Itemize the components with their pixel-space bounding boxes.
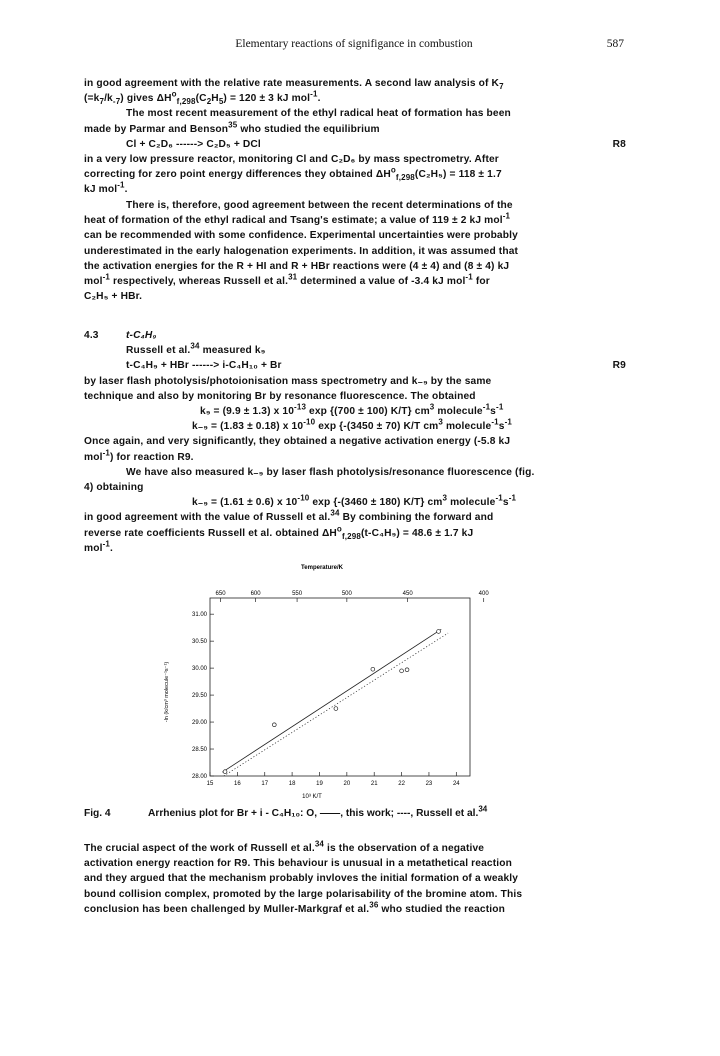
text-line: mol$^{-1}$) for reaction R9.: [84, 448, 194, 463]
text-line: activation energy reaction for R9. This behaviour is unusual in a metathetical reaction: [84, 858, 513, 870]
section-4-3: [84, 328, 626, 556]
text-line: The crucial aspect of the work of Russell et al.$^{34}$ is the observation of a negative: [84, 839, 485, 854]
text-line: made by Parmar and Benson$^{35}$ who studied the equilibrium: [84, 120, 380, 135]
x-tick-label: 19: [316, 781, 323, 787]
page-number: 587: [606, 38, 624, 50]
paragraph-agreement: [84, 198, 626, 304]
caption-text: Arrhenius plot for Br + i - C₄H₁₀: O, ——, this work; ----, Russell et al.: [148, 808, 479, 819]
equation-tag: R8: [612, 138, 626, 150]
text-line: reverse rate coefficients Russell et al. obtained $\Delta H^o_{f,298}(t-C_4H_9) = 48.6 \pm 1.7$ kJ: [84, 524, 474, 541]
data-point: [400, 669, 404, 673]
text-line: There is, therefore, good agreement between the recent determinations of the: [126, 200, 513, 211]
text-line: We have also measured k₋₉ by laser flash photolysis/resonance fluorescence (fig.: [126, 466, 535, 478]
fit-line-this-work: [222, 629, 441, 772]
top-tick-label: 600: [250, 591, 261, 597]
text-line: in good agreement with the relative rate measurements. A second law analysis of $K_7$: [84, 78, 504, 92]
section-number: 4.3: [84, 330, 99, 341]
text-line: and they argued that the mechanism probably invloves the initial formation of a weakly: [84, 873, 519, 885]
text-line: 4) obtaining: [84, 482, 144, 494]
x-tick-label: 17: [261, 781, 269, 787]
y-tick-label: 29.00: [191, 720, 207, 727]
paragraph-ethyl-heat: [84, 76, 626, 198]
text-line: $(=k_7/k_{-7})$ gives $\Delta H^o_{f,298}(C_2H_5) = 120 \pm 3$ kJ mol$^{-1}$.: [84, 89, 321, 107]
y-tick-label: 30.00: [191, 666, 207, 673]
x-tick-label: 15: [206, 781, 214, 787]
x-tick-label: 21: [370, 781, 378, 787]
text-line: correcting for zero point energy differences they obtained $\Delta H^o_{f,298}(C_2H_5) = 118 \pm 1.7$: [84, 165, 502, 183]
x-tick-label: 16: [234, 781, 241, 787]
text-line: mol$^{-1}$.: [84, 539, 113, 554]
y-tick-label: 29.50: [191, 693, 207, 700]
data-point: [334, 707, 338, 711]
data-point: [272, 723, 276, 727]
fit-line-russell: [224, 633, 448, 776]
x-tick-label: 20: [343, 781, 351, 787]
text-line: conclusion has been challenged by Muller-Markgraf et al.$^{36}$ who studied the reaction: [84, 900, 506, 915]
text-line: Russell et al.$^{34}$ measured k₉: [126, 341, 266, 357]
arrhenius-chart: [150, 562, 490, 802]
top-tick-label: 500: [341, 591, 352, 597]
text-line: Once again, and very significantly, they obtained a negative activation energy (-5.8 kJ: [84, 436, 511, 448]
y-axis-label: -ln (k/cm³ molecule⁻¹s⁻¹): [164, 661, 170, 723]
figure-caption: [84, 804, 626, 819]
x-tick-label: 22: [398, 781, 405, 787]
x-axis-label: 10³ K/T: [302, 794, 322, 800]
equation-tag: R9: [612, 360, 626, 372]
text-line: the activation energies for the R + HI and R + HBr reactions were (4 ± 4) and (8 ± 4) kJ: [84, 260, 510, 272]
running-title: Elementary reactions of signifigance in combustion: [235, 38, 473, 50]
x-tick-label: 24: [452, 781, 460, 787]
data-point: [437, 630, 441, 634]
rate-expression: k₋₉ = (1.61 ± 0.6) x $10^{-10}$ exp {-(3460 ± 180) K/T} $cm^3$ $molecule^{-1}s^{-1}$: [192, 493, 517, 509]
text-line: C₂H₅ + HBr.: [84, 291, 143, 303]
paragraph-crucial-aspect: [84, 841, 626, 917]
text-line: bound collision complex, promoted by the large polarisability of the bromine atom. This: [84, 888, 523, 900]
top-tick-label: 400: [478, 591, 489, 597]
text-line: mol$^{-1}$ respectively, whereas Russell et al.$^{31}$ determined a value of -3.4 kJ mol$^{-1}$ for: [84, 272, 490, 288]
y-tick-label: 28.00: [191, 774, 207, 780]
data-point: [405, 668, 409, 672]
top-tick-label: 550: [292, 591, 303, 597]
rate-expression: k₋₉ = (1.83 ± 0.18) x $10^{-10}$ exp {-(3450 ± 70) K/T $cm^3$ $molecule^{-1}s^{-1}$: [192, 417, 512, 433]
data-point: [223, 770, 227, 774]
y-tick-label: 30.50: [191, 639, 207, 646]
text-line: in a very low pressure reactor, monitoring Cl and C₂D₆ by mass spectrometry. After: [84, 154, 499, 166]
text-line: kJ mol$^{-1}$.: [84, 181, 128, 196]
top-tick-label: 450: [402, 591, 413, 597]
plot-frame: [210, 598, 470, 776]
data-point: [371, 667, 375, 671]
text-line: underestimated in the early halogenation experiments. In addition, it was assumed that: [84, 245, 519, 257]
text-line: in good agreement with the value of Russell et al.$^{34}$ By combining the forward and: [84, 509, 494, 524]
text-line: by laser flash photolysis/photoionisation mass spectrometry and k₋₉ by the same: [84, 375, 492, 387]
caption-ref: 34: [478, 804, 488, 814]
top-tick-label: 650: [215, 591, 226, 597]
text-line: can be recommended with some confidence. Experimental uncertainties were probably: [84, 230, 518, 242]
text-line: The most recent measurement of the ethyl radical heat of formation has been: [126, 108, 511, 120]
y-tick-label: 31.00: [191, 612, 207, 619]
y-tick-label: 28.50: [191, 747, 207, 754]
top-axis-label: Temperature/K: [301, 565, 343, 571]
section-heading: [84, 328, 626, 343]
text-line: technique and also by monitoring Br by resonance fluorescence. The obtained: [84, 390, 476, 402]
figure-label: Fig. 4: [84, 808, 111, 819]
rate-expression: k₉ = (9.9 ± 1.3) x $10^{-13}$ exp {(700 ± 100) K/T} $cm^3$ $molecule^{-1}s^{-1}$: [200, 402, 504, 418]
section-title: t-C₄H₉: [126, 330, 157, 341]
x-tick-label: 18: [288, 781, 296, 787]
running-header: [84, 38, 624, 54]
equation-r8: Cl + C₂D₆ ------> C₂D₅ + DCl R8: [84, 137, 626, 152]
text-line: heat of formation of the ethyl radical and Tsang's estimate; a value of 119 ± 2 kJ mol$^{-1}$: [84, 211, 511, 227]
equation-r9: t-C₄H₉ + HBr ------> i-C₄H₁₀ + Br R9: [84, 358, 626, 373]
x-tick-label: 23: [425, 781, 433, 787]
